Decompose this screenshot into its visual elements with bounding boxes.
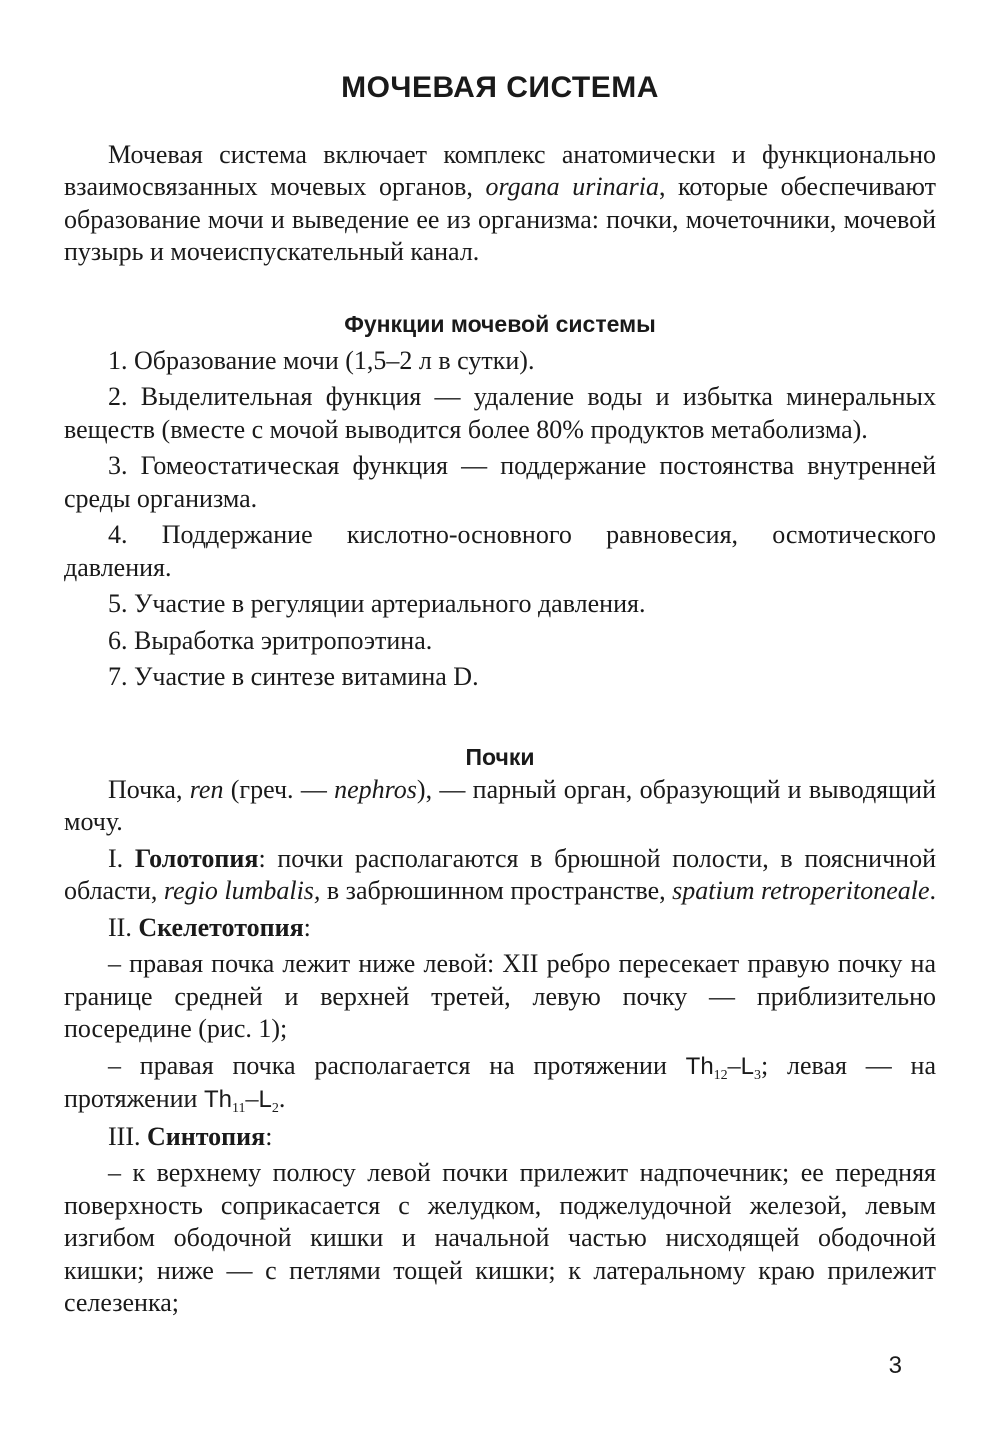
function-item: 6. Выработка эритропоэтина. bbox=[108, 625, 433, 655]
kidney-definition: Почка, ren (греч. — nephros), — парный орган, образующий и выводящий мочу. bbox=[64, 774, 936, 836]
function-item: 7. Участие в синтезе витамина D. bbox=[108, 662, 479, 691]
syntopy-heading: III. Синтопия: bbox=[108, 1121, 273, 1151]
page-content bbox=[64, 62, 936, 1320]
function-item: 5. Участие в регуляции артериального давления. bbox=[108, 589, 646, 618]
kidneys-heading: Почки bbox=[465, 743, 535, 770]
page-number: 3 bbox=[888, 1352, 902, 1379]
functions-heading: Функции мочевой системы bbox=[344, 310, 656, 337]
syntopy-paragraph-1: – к верхнему полюсу левой почки прилежит надпочечник; ее передняя поверхность соприкасается с желудком, поджелудочной железой, левым изгибом ободочной кишки и начальной частью нисходящей ободочной кишки; ниже — с петлями тощей кишки; к латеральному краю прилежит селезенка; bbox=[64, 1158, 936, 1317]
skeletotopy-heading: II. Скелетотопия: bbox=[108, 912, 311, 942]
function-item: 4. Поддержание кислотно-основного равновесия, осмотического давления. bbox=[64, 520, 936, 582]
function-item: 1. Образование мочи (1,5–2 л в сутки). bbox=[108, 345, 535, 375]
skeletotopy-paragraph-1: – правая почка лежит ниже левой: XII ребро пересекает правую почку на границе средней и верхней третей, левую почку — приблизительно посередине (рис. 1); bbox=[64, 949, 936, 1043]
holotopy-paragraph: I. Голотопия: почки располагаются в брюшной полости, в поясничной области, regio lumbalis, в забрюшинном пространстве, spatium retroperitoneale. bbox=[64, 843, 936, 905]
intro-paragraph: Мочевая система включает комплекс анатомически и функционально взаимосвязанных мочевых органов, organa urinaria, которые обеспечивают образование мочи и выведение ее из организма: почки, мочеточники, мочевой пузырь и мочеиспускательный канал. bbox=[64, 139, 936, 266]
skeletotopy-paragraph-2: – правая почка располагается на протяжении $Th_{12}-L_3$; левая — на протяжении $Th_{11}-L_2$. bbox=[64, 1050, 936, 1116]
page-title: МОЧЕВАЯ СИСТЕМА bbox=[341, 71, 659, 104]
function-item: 2. Выделительная функция — удаление воды и избытка минеральных веществ (вместе с мочой выводится более 80% продуктов метаболизма). bbox=[64, 382, 936, 444]
function-item: 3. Гомеостатическая функция — поддержание постоянства внутренней среды организма. bbox=[64, 451, 936, 513]
